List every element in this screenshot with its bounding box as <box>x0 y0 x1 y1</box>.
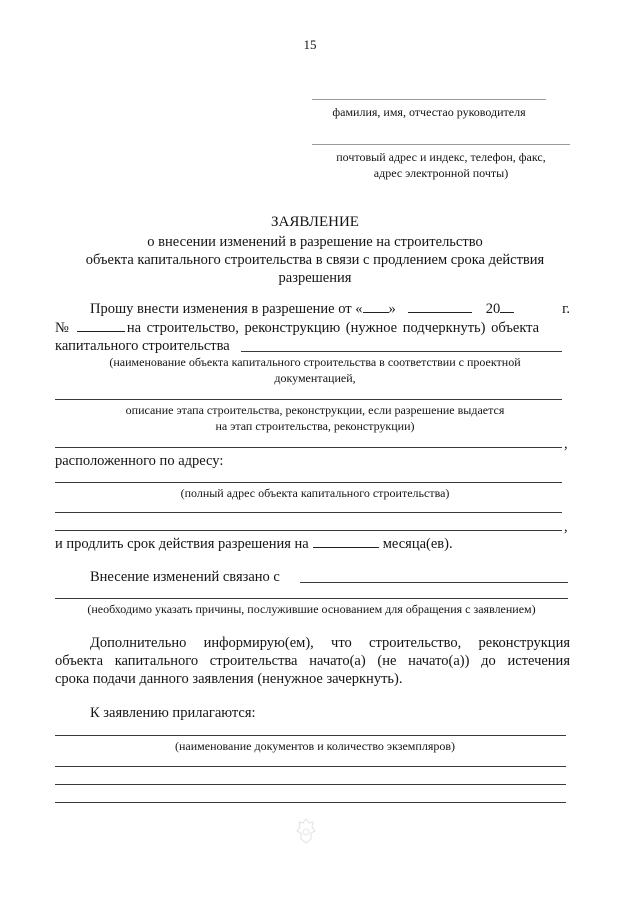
title-line-3: разрешения <box>278 270 352 286</box>
request-line-1 <box>90 300 570 318</box>
address-comma: , <box>564 519 568 535</box>
address-caption-1: почтовый адрес и индекс, телефон, факс, <box>336 150 546 164</box>
document-title: ЗАЯВЛЕНИЕ <box>271 214 359 230</box>
manager-name-line[interactable] <box>312 99 546 100</box>
permit-year-field[interactable] <box>500 300 514 313</box>
reason-field-1[interactable] <box>300 582 568 583</box>
extend-months-field[interactable] <box>313 535 379 548</box>
stage-caption-2: на этап строительства, реконструкции) <box>215 419 415 433</box>
address-label: расположенного по адресу: <box>55 453 224 469</box>
request-line-3: капитального строительства <box>55 338 230 354</box>
stage-description-field[interactable] <box>55 399 562 400</box>
attachments-field-1[interactable] <box>55 735 566 736</box>
title-line-1: о внесении изменений в разрешение на строительство <box>147 234 483 250</box>
title-line-2: объекта капитального строительства в связи с продлением срока действия <box>85 252 545 268</box>
attachments-field-4[interactable] <box>55 802 566 803</box>
extend-text-b: месяца(ев). <box>382 536 453 552</box>
address-caption-2: адрес электронной почты) <box>373 166 509 180</box>
address-caption: (полный адрес объекта капитального строительства) <box>180 486 450 500</box>
manager-caption: фамилия, имя, отчестао руководителя <box>332 105 526 119</box>
extend-text-a: и продлить срок действия разрешения на <box>55 536 309 552</box>
attachments-field-3[interactable] <box>55 784 566 785</box>
request-text-a: Прошу внести изменения в разрешение от « <box>90 301 363 317</box>
stage-caption-1: описание этапа строительства, реконструкции, если разрешение выдается <box>125 403 505 417</box>
address-field-1[interactable] <box>55 482 562 483</box>
stage-continuation-field[interactable] <box>55 447 562 448</box>
address-field-2[interactable] <box>55 512 562 513</box>
object-name-field[interactable] <box>241 351 562 352</box>
info-line-3: срока подачи данного заявления (ненужное зачеркнуть). <box>55 671 403 687</box>
permit-month-field[interactable] <box>408 300 472 313</box>
permit-number-field[interactable] <box>77 319 125 332</box>
info-line-1: Дополнительно информирую(ем), что строительство, реконструкция <box>90 635 570 651</box>
reason-caption: (необходимо указать причины, послужившие основанием для обращения с заявлением) <box>87 602 536 616</box>
object-caption-1: (наименование объекта капитального строительства в соответствии с проектной <box>109 355 521 369</box>
request-line-2 <box>55 319 570 337</box>
request-number-sign: № <box>55 320 69 336</box>
request-text-c: на строительство, реконструкцию (нужное подчеркнуть) объекта <box>126 320 540 336</box>
attachments-field-2[interactable] <box>55 766 566 767</box>
request-year-suffix: г. <box>562 301 570 317</box>
address-line[interactable] <box>312 144 570 145</box>
attachments-caption: (наименование документов и количество экземпляров) <box>175 739 455 753</box>
info-line-2: объекта капитального строительства начато(а) (не начато(а)) до истечения <box>55 653 570 669</box>
reason-label: Внесение изменений связано с <box>90 569 280 585</box>
attachments-label: К заявлению прилагаются: <box>90 705 256 721</box>
request-text-b: » <box>388 301 396 317</box>
object-caption-2: документацией, <box>274 371 356 385</box>
stage-comma: , <box>564 436 568 452</box>
reason-field-2[interactable] <box>55 598 568 599</box>
emblem-watermark-icon <box>296 818 316 844</box>
permit-day-field[interactable] <box>363 300 389 313</box>
extend-line <box>55 535 453 553</box>
page-number: 15 <box>303 37 317 52</box>
request-year-prefix: 20 <box>485 301 501 317</box>
address-field-3[interactable] <box>55 530 562 531</box>
